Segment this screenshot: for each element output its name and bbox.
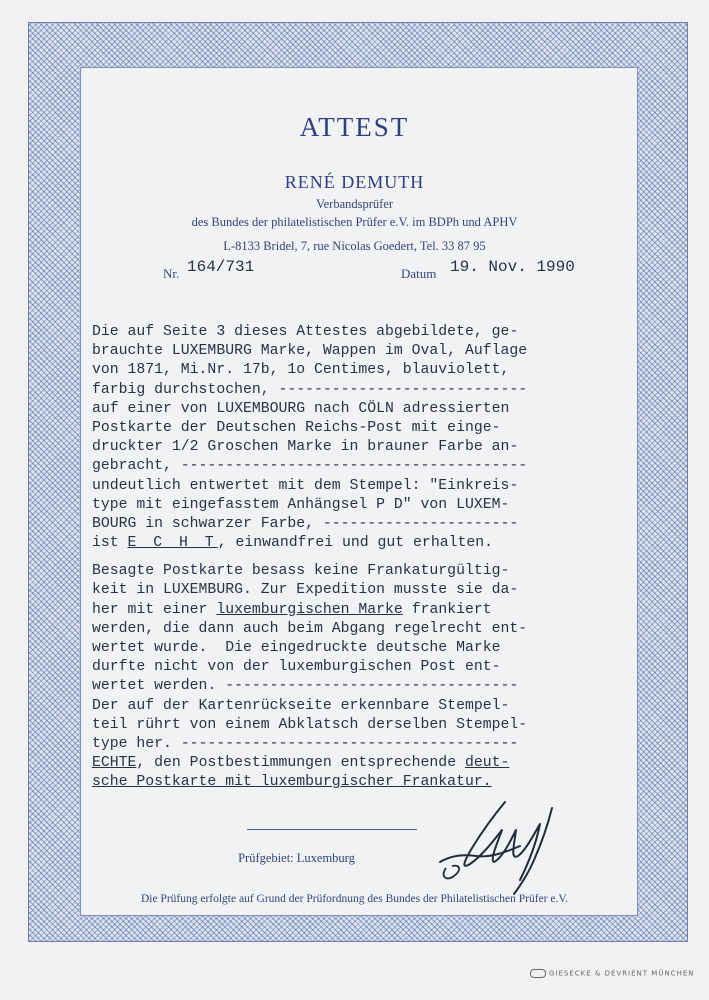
body-line: teil rührt von einem Abklatsch derselben Stempel- <box>92 716 528 733</box>
body-line: keit in LUXEMBURG. Zur Expedition musste sie da- <box>92 582 519 599</box>
handwritten-signature <box>410 790 590 900</box>
certificate-number: 164/731 <box>187 258 255 276</box>
body-line-marke <box>92 601 632 620</box>
body-line: von 1871, Mi.Nr. 17b, 1o Centimes, blauviolett, <box>92 362 510 379</box>
body-line: undeutlich entwertet mit dem Stempel: "Einkreis- <box>92 477 519 494</box>
final-echte: ECHTE <box>92 755 137 772</box>
attest-body-text <box>92 323 632 793</box>
body-line-final-2: sche Postkarte mit luxemburgischer Frankatur. <box>92 774 492 791</box>
body-line: wertet wurde. Die eingedruckte deutsche Marke <box>92 640 501 656</box>
examiner-name: RENÉ DEMUTH <box>284 172 425 192</box>
body-line: Postkarte der Deutschen Reichs-Post mit einge- <box>92 419 501 436</box>
body-line: Der auf der Kartenrückseite erkennbare Stempel- <box>92 697 510 714</box>
verdict-echt: E C H T <box>127 535 218 552</box>
body-line: Die auf Seite 3 dieses Attestes abgebildete, ge- <box>92 324 519 340</box>
body-line: werden, die dann auch beim Abgang regelrecht ent- <box>92 620 528 637</box>
number-label: Nr. <box>163 266 180 281</box>
body-line: type mit eingefasstem Anhängsel P D" von LUXEM- <box>92 496 510 513</box>
printer-imprint <box>530 969 695 978</box>
date-label: Datum <box>401 266 437 281</box>
body-line: durfte nicht von der luxemburgischen Post ent- <box>92 659 501 676</box>
body-line: farbig durchstochen, ---------------------------- <box>92 381 528 398</box>
signature-rule <box>247 829 417 830</box>
examiner-role: Verbandsprüfer <box>315 197 394 211</box>
body-line: wertet werden. --------------------------------- <box>92 678 519 695</box>
body-line: Besagte Postkarte besass keine Frankaturgültig- <box>92 563 510 580</box>
certificate-title: ATTEST <box>299 112 410 142</box>
examiner-association: des Bundes der philatelistischen Prüfer e.V. im BDPh und APHV <box>191 215 518 229</box>
body-line: auf einer von LUXEMBOURG nach CÖLN adressierten <box>92 400 510 417</box>
verdict-rest: , einwandfrei und gut erhalten. <box>217 535 493 552</box>
certificate-date: 19. Nov. 1990 <box>450 258 575 276</box>
body-line: druckter 1/2 Groschen Marke in brauner Farbe an- <box>92 439 519 456</box>
body-line: gebracht, --------------------------------------- <box>92 458 528 475</box>
examination-area: Prüfgebiet: Luxemburg <box>238 851 355 865</box>
body-line-final <box>92 754 632 773</box>
body-line: BOURG in schwarzer Farbe, ---------------------- <box>92 515 519 532</box>
final-mid: , den Postbestimmungen entsprechende <box>136 755 457 772</box>
verdict-prefix: ist <box>92 535 119 552</box>
marke-underlined: luxemburgischen Marke <box>216 601 403 618</box>
marke-rest: frankiert <box>411 601 492 618</box>
printer-name: GIESECKE & DEVRIENT MÜNCHEN <box>549 969 695 978</box>
footer-note: Die Prüfung erfolgte auf Grund der Prüfordnung des Bundes der Philatelistischen Prüfer e.V. <box>140 893 569 905</box>
marke-prefix: her mit einer <box>92 601 208 618</box>
examiner-address: L-8133 Bridel, 7, rue Nicolas Goedert, Tel. 33 87 95 <box>223 239 486 253</box>
final-deut: deut- <box>464 755 510 772</box>
body-line-verdict <box>92 534 632 553</box>
printer-logo-icon <box>530 969 546 978</box>
body-line: brauchte LUXEMBURG Marke, Wappen im Oval, Auflage <box>92 343 528 360</box>
body-line: type her. -------------------------------------- <box>92 735 519 752</box>
body-line-blank <box>92 553 632 562</box>
